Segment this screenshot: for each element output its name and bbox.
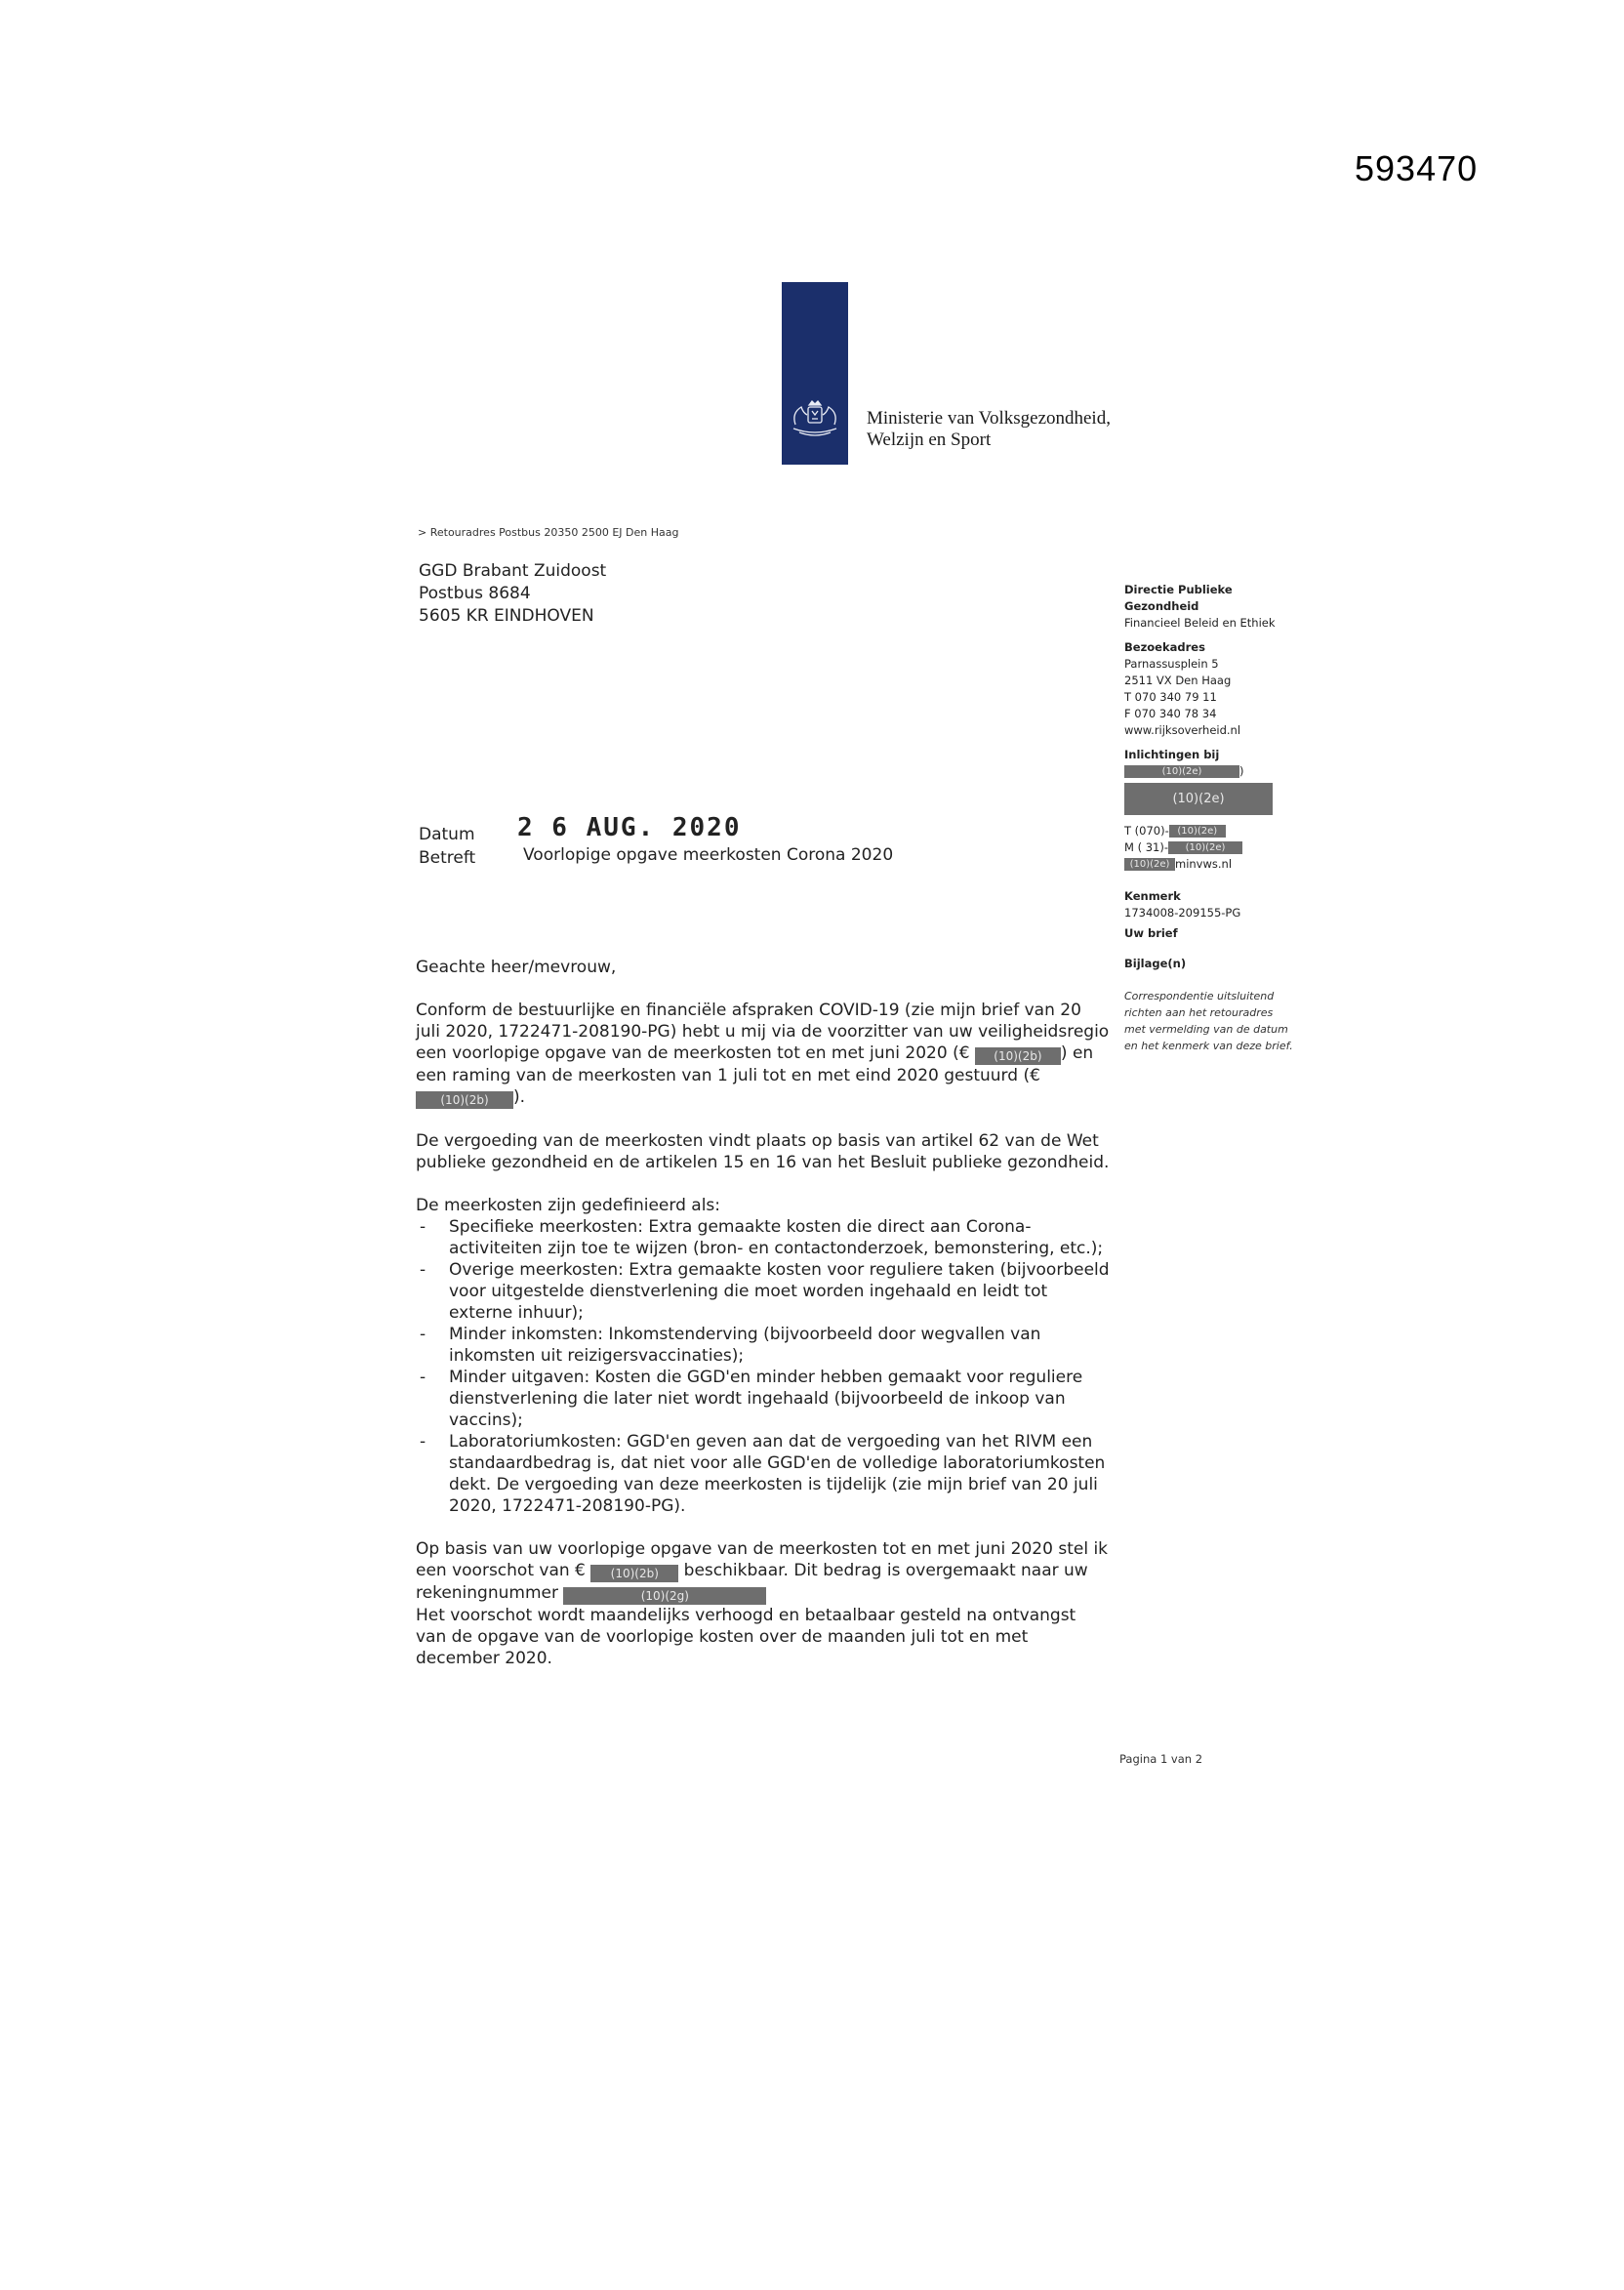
meta-labels bbox=[419, 823, 475, 870]
redaction-box: (10)(2b) bbox=[975, 1047, 1061, 1065]
return-address: > Retouradres Postbus 20350 2500 EJ Den Haag bbox=[418, 526, 679, 539]
fax: F 070 340 78 34 bbox=[1124, 707, 1217, 720]
paragraph-1: Conform de bestuurlijke en financiële afspraken COVID-19 (zie mijn brief van 20 juli 2020, 1722471-208190-PG) hebt u mij via de voorzitter van uw veiligheidsregio een voorlopige opgave van de meerkosten tot en met juni 2020 (€ (10)(2b) ) en een raming van de meerkosten van 1 juli tot en met eind 2020 gestuurd (€ (10)(2b) ). bbox=[416, 1001, 1110, 1107]
list-item: - Laboratoriumkosten: GGD'en geven aan dat de vergoeding van het RIVM een standaardbedrag is, dat niet voor alle GGD'en de volledige laboratoriumkosten dekt. De vergoeding van deze meerkosten is tijdelijk (zie mijn brief van 20 juli 2020, 1722471-208190-PG). bbox=[416, 1431, 1111, 1517]
redaction-box: (10)(2g) bbox=[563, 1587, 766, 1605]
page-number: Pagina 1 van 2 bbox=[1119, 1752, 1203, 1766]
email-suffix: minvws.nl bbox=[1175, 857, 1233, 871]
city: 2511 VX Den Haag bbox=[1124, 674, 1232, 687]
list-item: - Minder inkomsten: Inkomstenderving (bijvoorbeeld door wegvallen van inkomsten uit reizigersvaccinaties); bbox=[416, 1324, 1111, 1367]
paragraph-2: De vergoeding van de meerkosten vindt plaats op basis van artikel 62 van de Wet publieke gezondheid en de artikelen 15 en 16 van het Besluit publieke gezondheid. bbox=[416, 1131, 1110, 1172]
datum-label: Datum bbox=[419, 825, 475, 844]
bezoekadres-label: Bezoekadres bbox=[1124, 640, 1205, 654]
paragraph-4: Op basis van uw voorlopige opgave van de meerkosten tot en met juni 2020 stel ik een voorschot van € (10)(2b) beschikbaar. Dit bedrag is overgemaakt naar uw rekeningnummer (10)(2g) bbox=[416, 1539, 1109, 1603]
afdeling: Financieel Beleid en Ethiek bbox=[1124, 616, 1276, 630]
redaction-box: (10)(2b) bbox=[590, 1565, 678, 1582]
contact-role-row bbox=[1124, 780, 1300, 815]
document-number: 593470 bbox=[1355, 148, 1479, 188]
recipient-line-3: 5605 KR EINDHOVEN bbox=[419, 606, 594, 626]
email-row bbox=[1124, 856, 1300, 873]
directie-line-1: Directie Publieke bbox=[1124, 583, 1233, 596]
telephone-row: T (070)- (10)(2e) bbox=[1124, 823, 1300, 839]
paragraph-5: Het voorschot wordt maandelijks verhoogd en betaalbaar gesteld na ontvangst van de opgave van de voorlopige kosten over de maanden juli tot en met december 2020. bbox=[416, 1606, 1076, 1668]
redaction-box: (10)(2e) bbox=[1124, 858, 1175, 871]
letter-body bbox=[416, 957, 1111, 1669]
mobile-row: M ( 31)- (10)(2e) bbox=[1124, 839, 1300, 856]
correspondence-note: Correspondentie uitsluitend richten aan het retouradres met vermelding van de datum en het kenmerk van deze brief. bbox=[1124, 990, 1293, 1052]
bijlagen-label: Bijlage(n) bbox=[1124, 957, 1187, 970]
list-item: - Overige meerkosten: Extra gemaakte kosten voor reguliere taken (bijvoorbeeld voor uitgestelde dienstverlening die moet worden ingehaald en leidt tot externe inhuur); bbox=[416, 1259, 1111, 1324]
recipient-line-1: GGD Brabant Zuidoost bbox=[419, 561, 607, 581]
kenmerk-label: Kenmerk bbox=[1124, 889, 1181, 903]
website-link[interactable]: www.rijksoverheid.nl bbox=[1124, 723, 1241, 737]
contact-name-row bbox=[1124, 763, 1300, 780]
redaction-box: (10)(2e) bbox=[1169, 825, 1226, 838]
salutation: Geachte heer/mevrouw, bbox=[416, 958, 617, 977]
sidebar-colofon bbox=[1124, 582, 1300, 1054]
directie-line-2: Gezondheid bbox=[1124, 599, 1199, 613]
recipient-line-2: Postbus 8684 bbox=[419, 584, 531, 603]
recipient-address bbox=[419, 560, 606, 628]
street: Parnassusplein 5 bbox=[1124, 657, 1219, 671]
definitions-intro: De meerkosten zijn gedefinieerd als: bbox=[416, 1196, 721, 1215]
ministry-name bbox=[867, 408, 1111, 451]
rijksoverheid-crest-icon bbox=[782, 395, 848, 444]
redaction-box: (10)(2e) bbox=[1124, 765, 1239, 778]
list-item: - Minder uitgaven: Kosten die GGD'en minder hebben gemaakt voor reguliere dienstverlening die later niet wordt ingehaald (bijvoorbeeld de inkoop van vaccins); bbox=[416, 1367, 1111, 1431]
phone: T 070 340 79 11 bbox=[1124, 690, 1217, 704]
inlichtingen-label: Inlichtingen bij bbox=[1124, 748, 1220, 761]
datum-stamp: 2 6 AUG. 2020 bbox=[517, 813, 742, 842]
betreft-label: Betreft bbox=[419, 848, 476, 868]
redaction-box: (10)(2e) bbox=[1168, 841, 1242, 854]
uw-brief-label: Uw brief bbox=[1124, 926, 1178, 940]
close-paren: ) bbox=[1239, 764, 1244, 778]
betreft-value: Voorlopige opgave meerkosten Corona 2020 bbox=[523, 845, 894, 865]
definitions-list bbox=[416, 1216, 1111, 1517]
ministry-line-1: Ministerie van Volksgezondheid, bbox=[867, 408, 1111, 429]
kenmerk-value: 1734008-209155-PG bbox=[1124, 906, 1241, 920]
list-item: - Specifieke meerkosten: Extra gemaakte kosten die direct aan Corona-activiteiten zijn toe te wijzen (bron- en contactonderzoek, bemonstering, etc.); bbox=[416, 1216, 1111, 1259]
ministry-line-2: Welzijn en Sport bbox=[867, 429, 992, 450]
redaction-box: (10)(2b) bbox=[416, 1091, 513, 1109]
redaction-box-large: (10)(2e) bbox=[1124, 783, 1273, 815]
